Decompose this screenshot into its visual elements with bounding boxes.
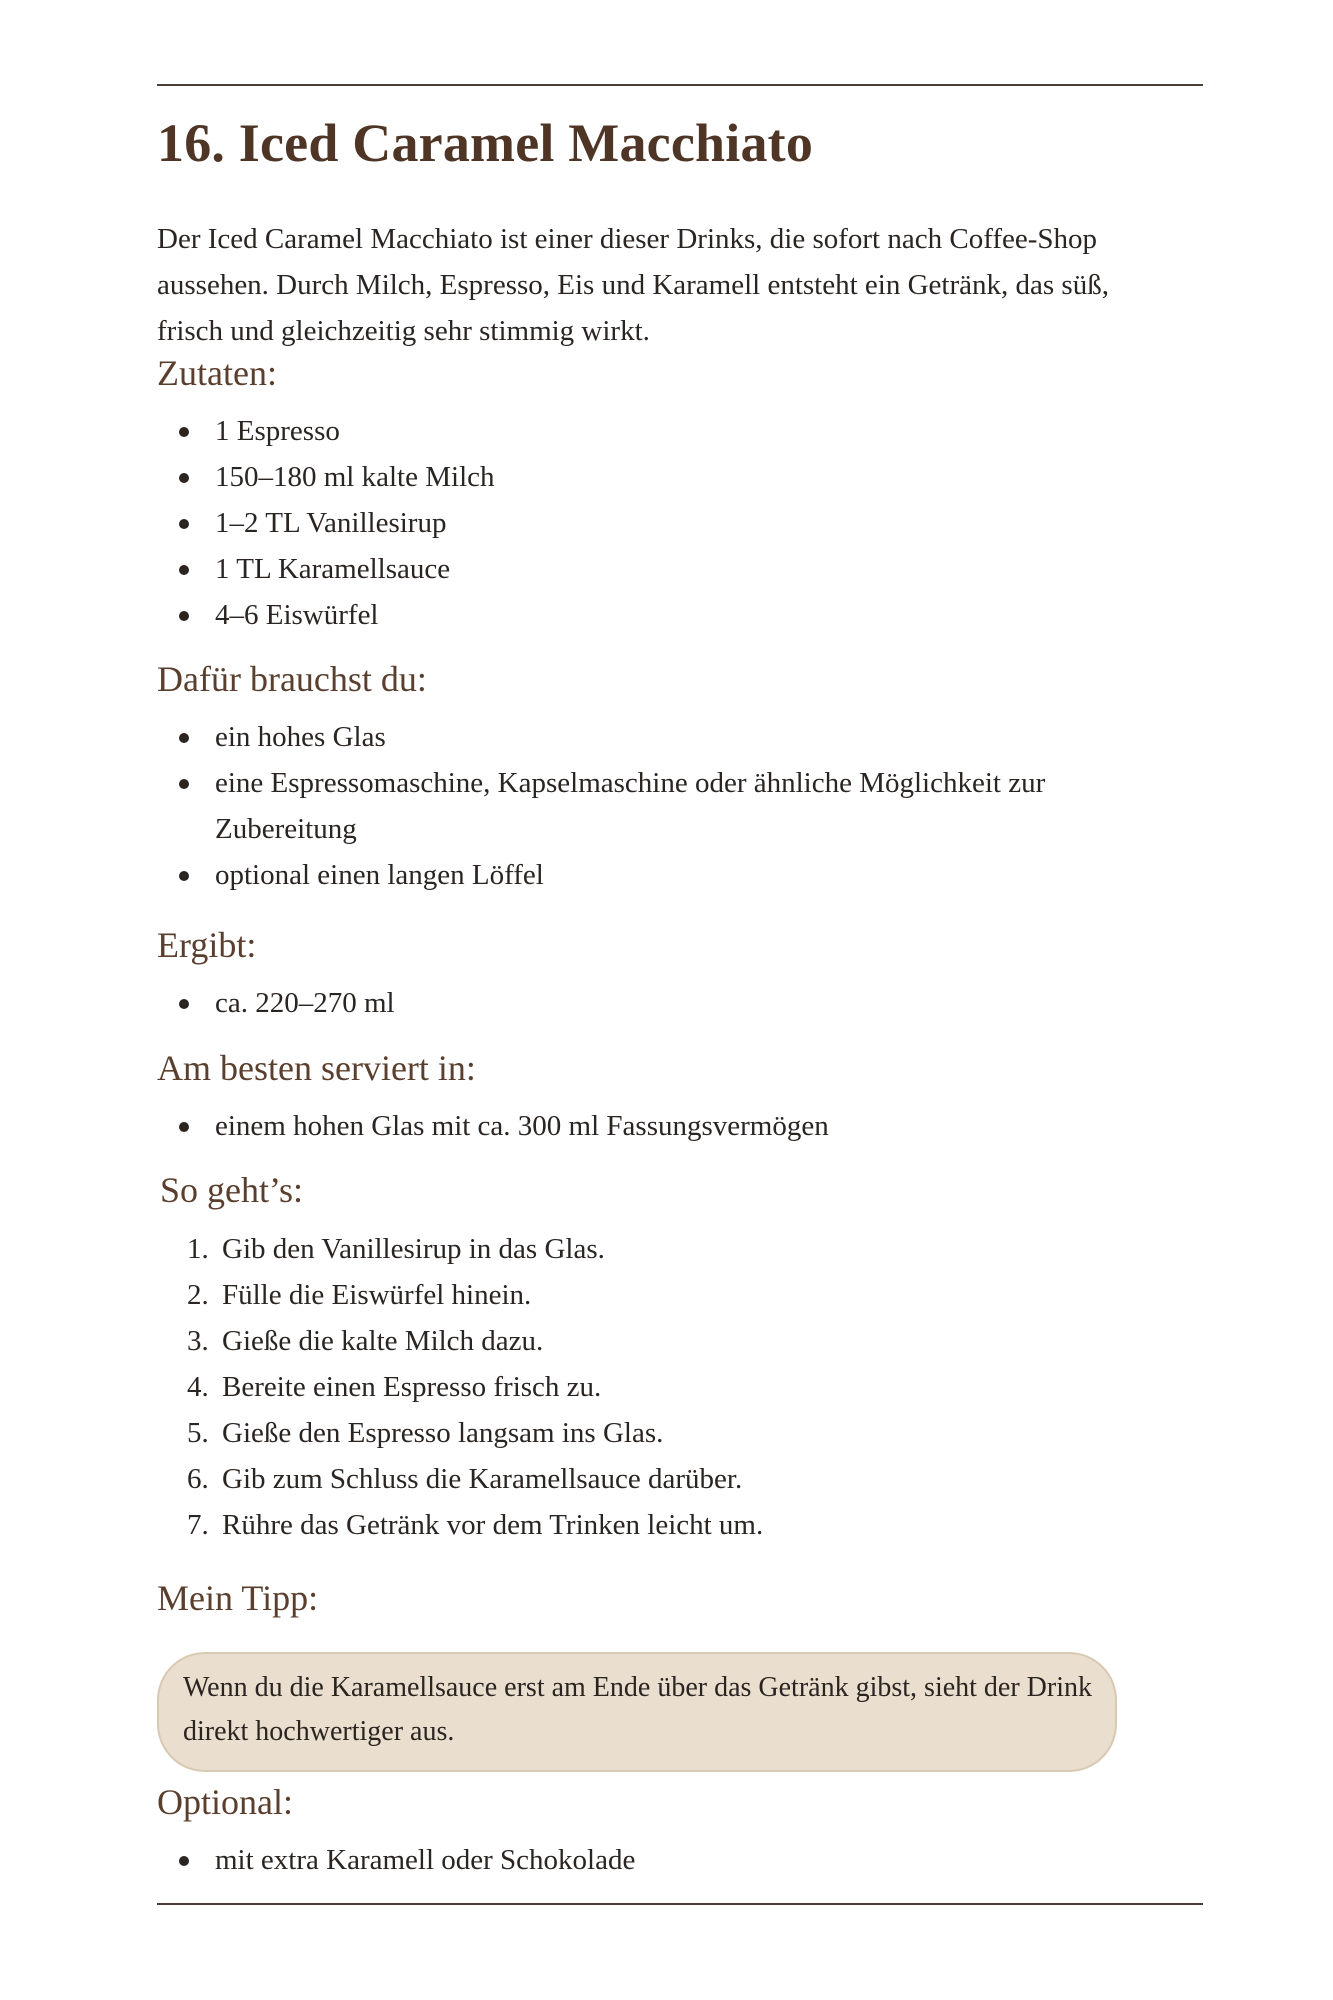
heading-equipment: Dafür brauchst du: bbox=[157, 659, 427, 699]
list-item: ca. 220–270 ml bbox=[157, 980, 1155, 1026]
list-item: eine Espressomaschine, Kapselmaschine oder ähnliche Möglichkeit zur Zubereitung bbox=[157, 760, 1095, 852]
ingredients-list bbox=[157, 408, 1155, 638]
list-item: 1 TL Karamellsauce bbox=[157, 546, 1155, 592]
bullet-icon bbox=[179, 733, 189, 743]
list-item: 3. Gieße die kalte Milch dazu. bbox=[187, 1325, 544, 1357]
list-item: 1–2 TL Vanillesirup bbox=[157, 500, 1155, 546]
heading-ingredients: Zutaten: bbox=[157, 353, 277, 393]
heading-steps: So geht’s: bbox=[160, 1170, 304, 1210]
bullet-icon bbox=[179, 519, 189, 529]
list-item: 1. Gib den Vanillesirup in das Glas. bbox=[187, 1233, 605, 1265]
heading-yield: Ergibt: bbox=[157, 925, 257, 965]
list-item: 150–180 ml kalte Milch bbox=[157, 454, 1155, 500]
list-item: 4. Bereite einen Espresso frisch zu. bbox=[187, 1371, 602, 1403]
serving-list bbox=[157, 1103, 1155, 1149]
list-item: mit extra Karamell oder Schokolade bbox=[157, 1837, 1155, 1883]
list-item: 1 Espresso bbox=[157, 408, 1155, 454]
bullet-icon bbox=[179, 427, 189, 437]
bullet-icon bbox=[179, 779, 189, 789]
heading-optional: Optional: bbox=[157, 1782, 293, 1822]
bullet-icon bbox=[179, 999, 189, 1009]
bottom-divider bbox=[157, 1903, 1203, 1905]
yield-list bbox=[157, 980, 1155, 1026]
recipe-page bbox=[157, 84, 1203, 1914]
list-item: 7. Rühre das Getränk vor dem Trinken leicht um. bbox=[187, 1509, 764, 1541]
heading-tip: Mein Tipp: bbox=[157, 1578, 319, 1618]
list-item: einem hohen Glas mit ca. 300 ml Fassungsvermögen bbox=[157, 1103, 1155, 1149]
equipment-list bbox=[157, 714, 1155, 898]
bullet-icon bbox=[179, 611, 189, 621]
list-item: 2. Fülle die Eiswürfel hinein. bbox=[187, 1279, 532, 1311]
bullet-icon bbox=[179, 565, 189, 575]
bullet-icon bbox=[179, 871, 189, 881]
recipe-title: 16. Iced Caramel Macchiato bbox=[157, 113, 814, 173]
bullet-icon bbox=[179, 1122, 189, 1132]
bullet-icon bbox=[179, 473, 189, 483]
list-item: optional einen langen Löffel bbox=[157, 852, 1155, 898]
recipe-intro: Der Iced Caramel Macchiato ist einer dieser Drinks, die sofort nach Coffee-Shop aussehen. Durch Milch, Espresso, Eis und Karamell entsteht ein Getränk, das süß, frisch und gleichzeitig sehr stimmig wirkt. bbox=[157, 223, 1109, 347]
list-item: 4–6 Eiswürfel bbox=[157, 592, 1155, 638]
list-item: ein hohes Glas bbox=[157, 714, 1155, 760]
optional-list bbox=[157, 1837, 1155, 1883]
tip-text: Wenn du die Karamellsauce erst am Ende über das Getränk gibst, sieht der Drink direkt hochwertiger aus. bbox=[183, 1672, 1093, 1747]
top-divider bbox=[157, 84, 1203, 86]
heading-serving: Am besten serviert in: bbox=[157, 1048, 476, 1088]
steps-list bbox=[157, 1226, 1122, 1548]
list-item: 5. Gieße den Espresso langsam ins Glas. bbox=[187, 1417, 664, 1449]
tip-box bbox=[157, 1652, 1117, 1772]
bullet-icon bbox=[179, 1856, 189, 1866]
list-item: 6. Gib zum Schluss die Karamellsauce darüber. bbox=[187, 1463, 743, 1495]
